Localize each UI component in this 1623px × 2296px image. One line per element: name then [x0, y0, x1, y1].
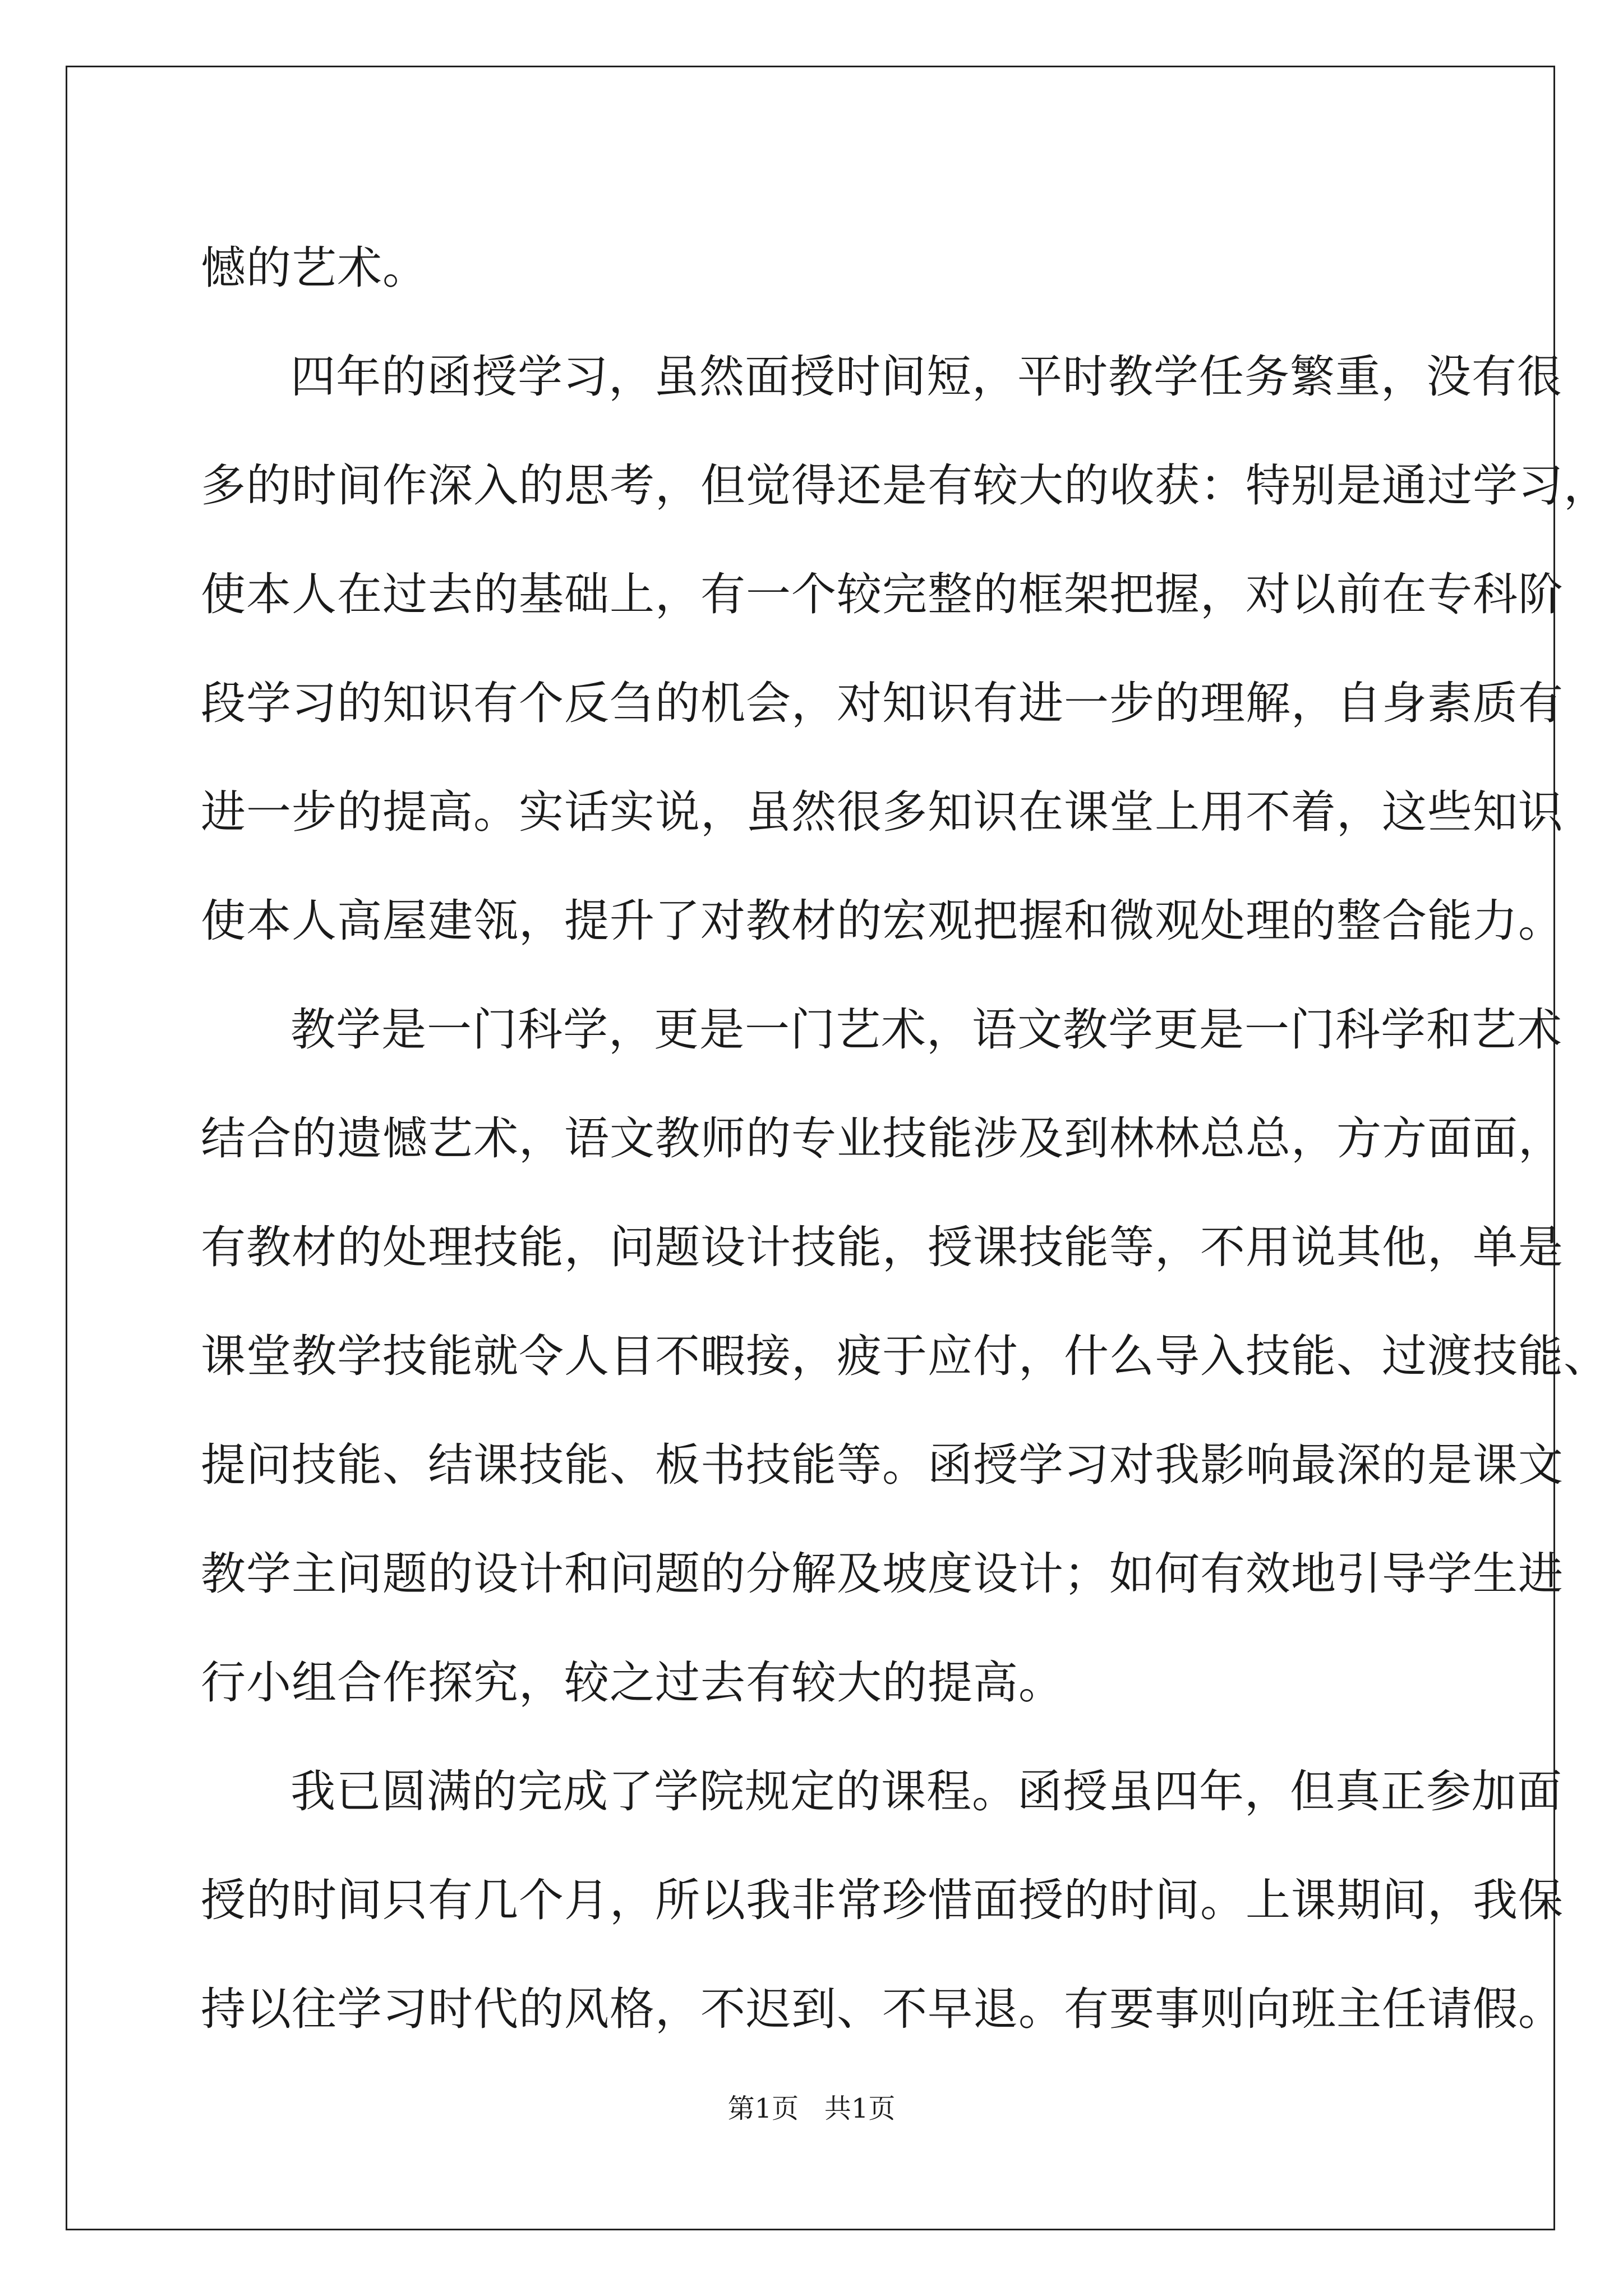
text-line: 我已圆满的完成了学院规定的课程。函授虽四年，但真正参加面: [291, 1765, 1562, 1818]
text-line: 结合的遗憾艺术，语文教师的专业技能涉及到林林总总，方方面面，: [201, 1112, 1564, 1165]
text-line: 多的时间作深入的思考，但觉得还是有较大的收获：特别是通过学习，: [201, 459, 1609, 512]
text-line: 使本人高屋建瓴，提升了对教材的宏观把握和微观处理的整合能力。: [201, 895, 1564, 947]
text-line: 憾的艺术。: [201, 242, 428, 294]
text-line: 四年的函授学习，虽然面授时间短，平时教学任务繁重，没有很: [291, 351, 1562, 403]
text-line: 使本人在过去的基础上，有一个较完整的框架把握，对以前在专科阶: [201, 568, 1564, 620]
text-line: 进一步的提高。实话实说，虽然很多知识在课堂上用不着，这些知识: [201, 786, 1564, 838]
text-line: 有教材的处理技能，问题设计技能，授课技能等，不用说其他，单是: [201, 1221, 1564, 1273]
text-line: 教学是一门科学，更是一门艺术，语文教学更是一门科学和艺术: [291, 1004, 1562, 1056]
text-line: 授的时间只有几个月，所以我非常珍惜面授的时间。上课期间，我保: [201, 1874, 1564, 1926]
page-number-footer: 第1页 共1页: [727, 2093, 896, 2124]
document-body: [201, 214, 1609, 2064]
text-line: 提问技能、结课技能、板书技能等。函授学习对我影响最深的是课文: [201, 1439, 1564, 1491]
text-line: 行小组合作探究，较之过去有较大的提高。: [201, 1657, 1064, 1709]
text-line: 段学习的知识有个反刍的机会，对知识有进一步的理解，自身素质有: [201, 677, 1564, 729]
text-line: 教学主问题的设计和问题的分解及坡度设计；如何有效地引导学生进: [201, 1548, 1564, 1600]
text-line: 课堂教学技能就令人目不暇接，疲于应付，什么导入技能、过渡技能、: [201, 1330, 1609, 1382]
text-line: 持以往学习时代的风格，不迟到、不早退。有要事则向班主任请假。: [201, 1983, 1564, 2035]
